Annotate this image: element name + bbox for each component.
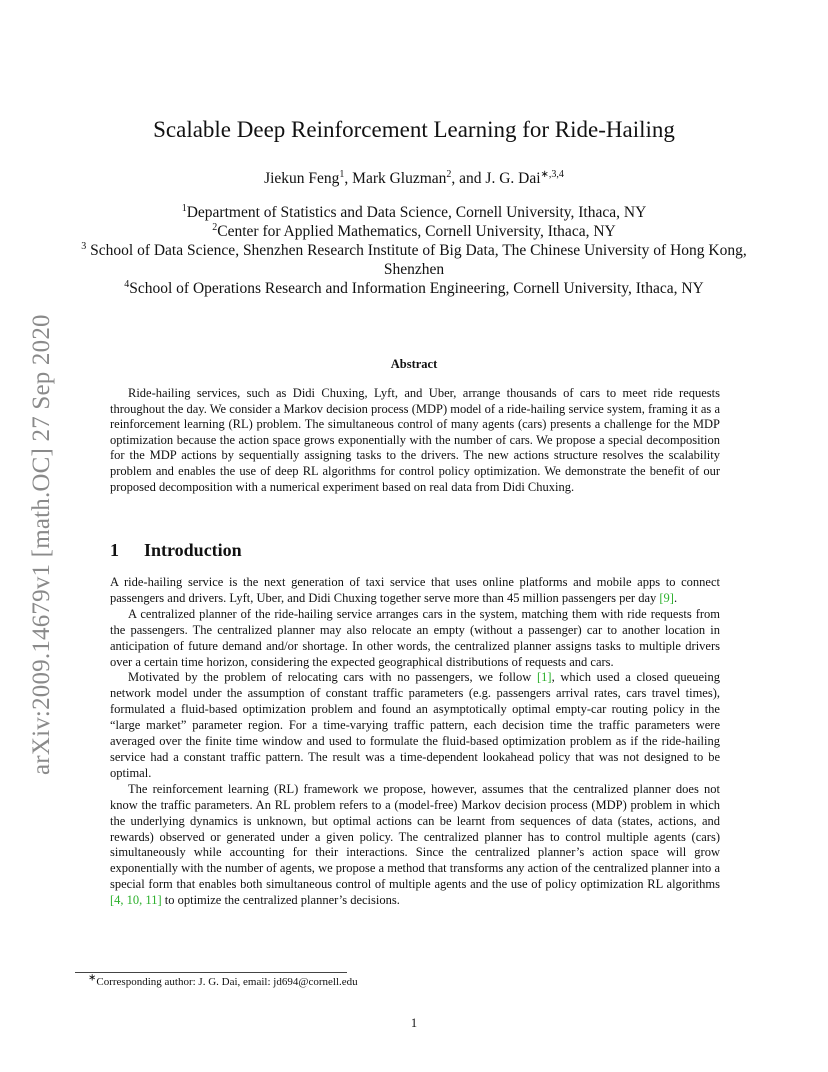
- affiliation-item: [70, 203, 758, 222]
- section-heading: [110, 540, 242, 561]
- body-text: [110, 575, 720, 909]
- paragraph-text: A ride-hailing service is the next generation of taxi service that uses online platforms and mobile apps to connect passengers and drivers. Lyft, Uber, and Didi Chuxing together serve more than 45 million passengers per day: [110, 575, 720, 605]
- affiliation-mark: 3: [81, 240, 87, 252]
- affiliation-item: [70, 222, 758, 241]
- paragraph: [110, 782, 720, 909]
- paragraph: [110, 670, 720, 781]
- author-name: , Mark Gluzman: [344, 170, 447, 187]
- affiliation-text: School of Data Science, Shenzhen Research Institute of Big Data, The Chinese University of Hong Kong, Shenzhen: [86, 242, 747, 278]
- citation-link[interactable]: 11]: [145, 893, 162, 908]
- citation-link[interactable]: [1]: [537, 670, 552, 685]
- footnote-mark: ∗: [88, 972, 97, 984]
- abstract-text: Ride-hailing services, such as Didi Chuxing, Lyft, and Uber, arrange thousands of cars to meet ride requests throughout the day. We consider a Markov decision process (MDP) model of a ride-hailing service system, framing it as a reinforcement learning (RL) problem. The simultaneous control of many agents (cars) presents a challenge for the MDP optimization because the action space grows exponentially with the number of cars. We propose a special decomposition for the MDP actions by sequentially assigning tasks to the drivers. The new actions structure resolves the scalability problem and enables the use of deep RL algorithms for control policy optimization. We demonstrate the benefit of our proposed decomposition with a numerical experiment based on real data from Didi Chuxing.: [110, 386, 720, 494]
- abstract-heading: Abstract: [390, 357, 438, 371]
- paragraph-text: .: [673, 590, 678, 605]
- affiliation-item: [70, 241, 758, 279]
- page-number: 1: [410, 1016, 418, 1030]
- author-name: Jiekun Feng: [264, 170, 340, 187]
- footnote-text: Corresponding author: J. G. Dai, email: jd694@cornell.edu: [96, 976, 358, 988]
- section-number: 1: [110, 540, 119, 560]
- affiliation-item: [70, 279, 758, 298]
- affiliation-mark: 4: [124, 278, 130, 290]
- paragraph-text: The reinforcement learning (RL) framework we propose, however, assumes that the centralized planner does not know the traffic parameters. An RL problem refers to a (model-free) Markov decision process (MDP) problem in which the underlying dynamics is unknown, but optimal actions can be learnt from sequences of data (states, actions, and rewards) observed or generated under a given policy. The centralized planner has to control multiple agents (cars) simultaneously while accounting for their interactions. Since the centralized planner’s action space will grow exponentially with the number of agents, we propose a method that transforms any action of the centralized planner into a special form that enables both simultaneous control of multiple agents and the use of policy optimization RL algorithms: [110, 781, 720, 892]
- affiliation-text: Center for Applied Mathematics, Cornell University, Ithaca, NY: [217, 223, 616, 240]
- paper-title: Scalable Deep Reinforcement Learning for Ride-Hailing: [153, 117, 675, 142]
- affiliation-mark: 2: [212, 221, 218, 233]
- paragraph: [110, 575, 720, 607]
- footnote: [88, 972, 358, 988]
- author-superscript: 1: [339, 168, 345, 180]
- affiliation-text: School of Operations Research and Information Engineering, Cornell University, Ithaca, NY: [129, 280, 704, 297]
- affiliation-text: Department of Statistics and Data Science, Cornell University, Ithaca, NY: [186, 204, 647, 221]
- footnote-divider: [75, 972, 347, 973]
- arxiv-identifier: arXiv:2009.14679v1 [math.OC] 27 Sep 2020: [28, 314, 55, 775]
- arxiv-sidebar: [28, 0, 58, 1072]
- author-superscript: 2: [446, 168, 452, 180]
- citation-link[interactable]: 10,: [126, 893, 143, 908]
- paragraph-text: to optimize the centralized planner’s decisions.: [161, 893, 400, 908]
- affiliation-list: [70, 203, 758, 298]
- citation-link[interactable]: [4,: [110, 893, 124, 908]
- author-list: [0, 170, 828, 188]
- author-superscript: ∗,3,4: [540, 168, 564, 180]
- affiliation-mark: 1: [181, 202, 187, 214]
- paragraph: A centralized planner of the ride-hailing service arranges cars in the system, matching them with ride requests from the passengers. The centralized planner may also relocate an empty (without a passenger) car to another location in anticipation of future demand and/or shortage. In other words, the centralized planner assigns tasks to multiple drivers over a certain time horizon, considering the expected geographical distributions of requests and cars.: [110, 606, 720, 669]
- author-name: , and J. G. Dai: [451, 170, 541, 187]
- section-title: Introduction: [144, 540, 242, 560]
- citation-link[interactable]: [9]: [659, 590, 674, 605]
- paragraph-text: Motivated by the problem of relocating cars with no passengers, we follow: [128, 670, 537, 685]
- paragraph-text: , which used a closed queueing network model under the assumption of constant traffic parameters (e.g. passengers arrival rates, cars travel times), formulated a fluid-based optimization problem and found an asymptotically optimal empty-car routing policy in the “large market” parameter region. For a time-varying traffic pattern, each decision time the traffic parameters were averaged over the finite time window and used to formulate the fluid-based optimization problem as if the ride-hailing service had a constant traffic pattern. The result was a time-dependent lookahead policy that was not designed to be optimal.: [110, 670, 720, 780]
